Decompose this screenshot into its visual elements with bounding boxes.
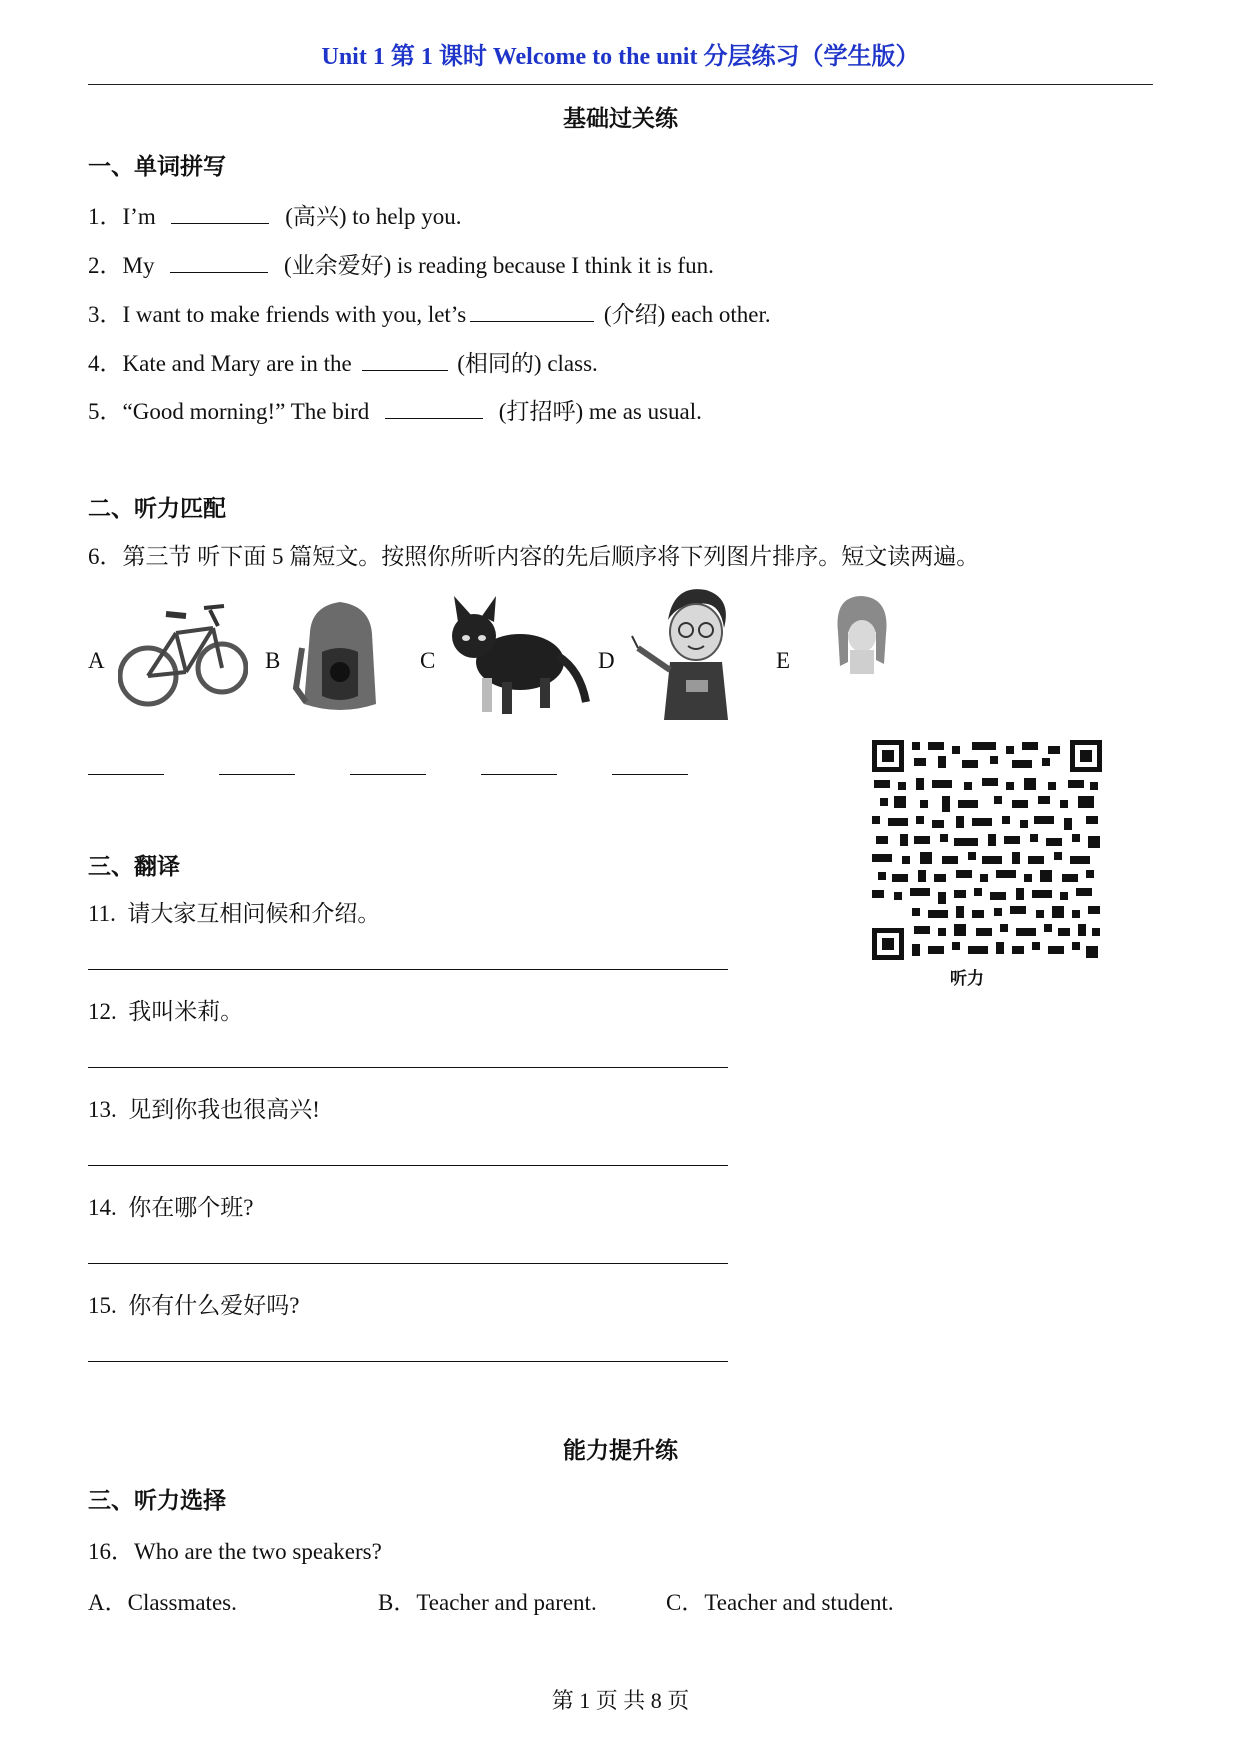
section3-title: 三、翻译 (88, 854, 180, 880)
backpack-picture (292, 592, 388, 716)
order-blank-5[interactable] (612, 774, 688, 775)
qr-code-label: 听力 (950, 969, 984, 989)
question-suffix: (高兴) to help you. (279, 204, 462, 229)
translation-item-15 (88, 1287, 299, 1320)
option-a[interactable]: A．Classmates. (88, 1590, 237, 1615)
question-text: 你有什么爱好吗? (128, 1293, 300, 1318)
order-blank-3[interactable] (350, 774, 426, 775)
picture-letter-c: C (420, 648, 436, 673)
question-num: 4． (88, 351, 123, 376)
question-suffix: (打招呼) me as usual. (493, 399, 702, 424)
answer-line-13[interactable] (88, 1165, 728, 1166)
question-prefix: “Good morning!” The bird (122, 399, 370, 424)
picture-letter-b: B (265, 648, 281, 673)
question-2 (88, 247, 714, 280)
question-suffix: (介绍) each other. (598, 302, 771, 327)
question-5 (88, 393, 702, 426)
question-num: 15. (88, 1293, 117, 1318)
answer-line-14[interactable] (88, 1263, 728, 1264)
question-1 (88, 198, 462, 231)
girl-picture (820, 588, 900, 680)
question-prefix: I’m (122, 204, 156, 229)
question-prefix: Kate and Mary are in the (122, 351, 352, 376)
header-divider (88, 84, 1153, 85)
boy-teacher-picture (628, 580, 748, 730)
order-blank-2[interactable] (219, 774, 295, 775)
question-suffix: (业余爱好) is reading because I think it is fun. (278, 253, 714, 278)
page-footer: 第 1 页 共 8 页 (551, 1688, 690, 1713)
bicycle-picture (118, 588, 248, 718)
picture-letter-a: A (88, 648, 105, 673)
option-c[interactable]: C．Teacher and student. (666, 1590, 894, 1615)
question-4 (88, 345, 598, 378)
answer-blank[interactable] (171, 201, 269, 224)
question-6: 6．第三节 听下面 5 篇短文。按照你所听内容的先后顺序将下列图片排序。短文读两遍。 (88, 544, 980, 569)
question-prefix: My (122, 253, 155, 278)
answer-line-12[interactable] (88, 1067, 728, 1068)
translation-item-11 (88, 895, 380, 928)
section4-title: 三、听力选择 (88, 1488, 226, 1514)
translation-item-12 (88, 993, 243, 1026)
part2-title: 能力提升练 (563, 1438, 678, 1464)
answer-blank[interactable] (362, 348, 448, 371)
question-text: 见到你我也很高兴! (128, 1097, 320, 1122)
qr-code-icon[interactable] (872, 740, 1102, 960)
question-num: 11. (88, 901, 116, 926)
order-blank-1[interactable] (88, 774, 164, 775)
document-title: Unit 1 第 1 课时 Welcome to the unit 分层练习（学生版） (321, 44, 920, 70)
option-b[interactable]: B．Teacher and parent. (378, 1590, 597, 1615)
answer-line-11[interactable] (88, 969, 728, 970)
question-num: 2． (88, 253, 123, 278)
question-num: 5． (88, 399, 123, 424)
question-text: 我叫米莉。 (128, 999, 244, 1024)
translation-item-13 (88, 1091, 320, 1124)
question-16: 16．Who are the two speakers? (88, 1539, 382, 1564)
question-num: 12. (88, 999, 117, 1024)
part1-title: 基础过关练 (563, 106, 678, 132)
question-num: 13. (88, 1097, 117, 1122)
translation-item-14 (88, 1189, 253, 1222)
question-num: 1． (88, 204, 123, 229)
order-blank-4[interactable] (481, 774, 557, 775)
question-text: 请大家互相问候和介绍。 (127, 901, 381, 926)
picture-letter-d: D (598, 648, 615, 673)
answer-line-15[interactable] (88, 1361, 728, 1362)
question-num: 3． (88, 302, 123, 327)
question-num: 14. (88, 1195, 117, 1220)
answer-blank[interactable] (170, 250, 268, 273)
answer-blank[interactable] (470, 299, 594, 322)
question-prefix: I want to make friends with you, let’s (122, 302, 467, 327)
section1-title: 一、单词拼写 (88, 154, 226, 180)
question-3 (88, 296, 771, 329)
cat-picture (440, 590, 590, 720)
question-suffix: (相同的) class. (451, 351, 598, 376)
question-text: 你在哪个班? (128, 1195, 254, 1220)
section2-title: 二、听力匹配 (88, 496, 226, 522)
picture-letter-e: E (776, 648, 791, 673)
answer-blank[interactable] (385, 396, 483, 419)
